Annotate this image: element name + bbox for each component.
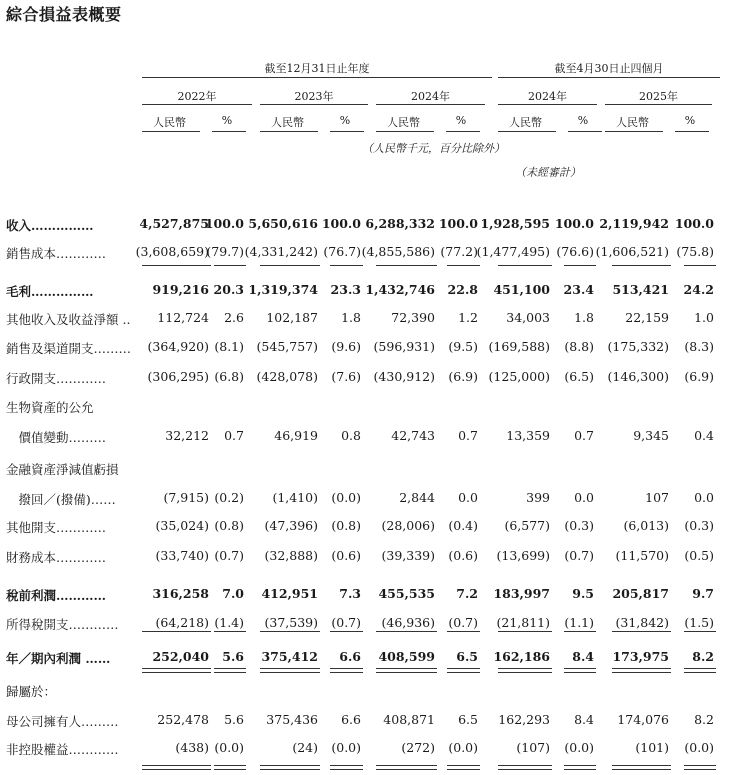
subtotal-rule — [612, 631, 671, 632]
amount-cell: (6,013) — [623, 518, 669, 533]
percent-cell: (0.6) — [331, 548, 361, 563]
percent-cell: 6.6 — [339, 649, 361, 664]
amount-cell: (37,539) — [264, 615, 318, 630]
subtotal-rule — [376, 265, 437, 266]
row-label: 所得稅開支………… — [6, 617, 119, 632]
amount-cell: (107) — [516, 740, 550, 755]
amount-cell: (4,331,242) — [244, 244, 318, 259]
percent-cell: (76.6) — [556, 244, 594, 259]
subtotal-rule — [498, 631, 552, 632]
percent-cell: 6.6 — [341, 712, 361, 727]
row-label: 銷售成本………… — [6, 246, 107, 261]
amount-cell: (47,396) — [264, 518, 318, 533]
amount-cell: (438) — [175, 740, 209, 755]
amount-cell: (11,570) — [615, 548, 669, 563]
amount-cell: 9,345 — [633, 428, 669, 443]
amount-cell: 252,040 — [152, 649, 209, 664]
amount-cell: 375,436 — [266, 712, 318, 727]
percent-cell: 7.0 — [222, 586, 244, 601]
percent-cell: 0.0 — [694, 490, 714, 505]
row-label: 非控股權益………… — [6, 742, 119, 757]
unit-rule-pct — [675, 131, 709, 132]
page-title: 綜合損益表概要 — [6, 5, 122, 24]
percent-cell: 1.8 — [341, 310, 361, 325]
percent-cell: 5.6 — [224, 712, 244, 727]
percent-cell: 100.0 — [204, 216, 244, 231]
subtotal-rule — [612, 265, 671, 266]
amount-cell: 2,119,942 — [599, 216, 669, 231]
percent-cell: (1.1) — [564, 615, 594, 630]
amount-cell: (28,006) — [381, 518, 435, 533]
amount-cell: 919,216 — [152, 282, 209, 297]
amount-cell: (175,332) — [607, 339, 669, 354]
unit-rule-rmb — [376, 131, 434, 132]
subtotal-rule — [564, 265, 596, 266]
amount-cell: 1,432,746 — [365, 282, 435, 297]
amount-cell: (64,218) — [155, 615, 209, 630]
amount-cell: 252,478 — [157, 712, 209, 727]
row-label: 收入…………… — [6, 218, 94, 233]
percent-cell: 0.7 — [574, 428, 594, 443]
percent-cell: 2.6 — [224, 310, 244, 325]
row-label: 銷售及渠道開支……… — [6, 341, 132, 356]
percent-cell: (8.1) — [214, 339, 244, 354]
percent-cell: 1.8 — [574, 310, 594, 325]
amount-cell: (7,915) — [163, 490, 209, 505]
year-header: 2024年 — [528, 90, 567, 103]
row-label: 撥回／(撥備)…… — [6, 492, 116, 507]
year-rule — [260, 104, 368, 105]
subtotal-rule — [260, 631, 320, 632]
percent-cell: (0.0) — [331, 490, 361, 505]
subtotal-rule — [447, 631, 480, 632]
amount-cell: 22,159 — [625, 310, 669, 325]
unit-rmb: 人民幣 — [509, 116, 542, 129]
amount-cell: 1,319,374 — [248, 282, 318, 297]
percent-cell: (8.3) — [684, 339, 714, 354]
amount-cell: (545,757) — [256, 339, 318, 354]
amount-cell: (21,811) — [496, 615, 550, 630]
percent-cell: (6.9) — [684, 369, 714, 384]
amount-cell: (1,606,521) — [595, 244, 669, 259]
percent-cell: (1.5) — [684, 615, 714, 630]
subtotal-rule — [214, 265, 246, 266]
percent-cell: 100.0 — [438, 216, 478, 231]
amount-cell: 5,650,616 — [248, 216, 318, 231]
total-double-rule — [498, 668, 552, 673]
row-label: 價值變動……… — [6, 430, 107, 445]
subtotal-rule — [260, 265, 320, 266]
amount-cell: 451,100 — [493, 282, 550, 297]
amount-cell: 72,390 — [391, 310, 435, 325]
percent-cell: (0.6) — [448, 548, 478, 563]
amount-cell: (169,588) — [488, 339, 550, 354]
amount-cell: 375,412 — [261, 649, 318, 664]
amount-cell: 205,817 — [612, 586, 669, 601]
year-rule — [142, 104, 252, 105]
units-note: （人民幣千元，百分比除外） — [362, 142, 505, 155]
unit-rule-rmb — [142, 131, 200, 132]
total-double-rule — [612, 765, 671, 770]
amount-cell: (146,300) — [607, 369, 669, 384]
amount-cell: 1,928,595 — [480, 216, 550, 231]
percent-cell: (0.0) — [331, 740, 361, 755]
percent-cell: 23.4 — [563, 282, 594, 297]
percent-cell: (0.0) — [564, 740, 594, 755]
percent-cell: 5.6 — [222, 649, 244, 664]
amount-cell: (1,477,495) — [476, 244, 550, 259]
amount-cell: (6,577) — [504, 518, 550, 533]
amount-cell: (3,608,659) — [135, 244, 209, 259]
unit-rule-rmb — [498, 131, 556, 132]
total-double-rule — [447, 765, 480, 770]
percent-cell: 8.4 — [574, 712, 594, 727]
row-label: 金融資產淨減值虧損 — [6, 462, 119, 477]
amount-cell: 4,527,875 — [139, 216, 209, 231]
unit-rule-rmb — [260, 131, 318, 132]
percent-cell: (0.7) — [564, 548, 594, 563]
unit-rmb: 人民幣 — [387, 116, 420, 129]
percent-cell: (6.9) — [448, 369, 478, 384]
amount-cell: (4,855,586) — [361, 244, 435, 259]
amount-cell: (33,740) — [155, 548, 209, 563]
percent-cell: (0.0) — [214, 740, 244, 755]
percent-cell: (0.7) — [331, 615, 361, 630]
unit-rmb: 人民幣 — [616, 116, 649, 129]
amount-cell: 174,076 — [617, 712, 669, 727]
subtotal-rule — [447, 265, 480, 266]
total-double-rule — [612, 668, 671, 673]
total-double-rule — [142, 668, 211, 673]
year-header: 2022年 — [177, 90, 217, 103]
amount-cell: (24) — [292, 740, 318, 755]
total-double-rule — [564, 765, 596, 770]
year-rule — [498, 104, 597, 105]
percent-cell: 100.0 — [321, 216, 361, 231]
amount-cell: (364,920) — [147, 339, 209, 354]
percent-cell: (0.3) — [564, 518, 594, 533]
total-double-rule — [214, 668, 246, 673]
percent-cell: (0.0) — [684, 740, 714, 755]
group-header-annual: 截至12月31日止年度 — [264, 62, 370, 75]
percent-cell: (8.8) — [564, 339, 594, 354]
subtotal-rule — [564, 631, 596, 632]
unit-rule-pct — [330, 131, 364, 132]
subtotal-rule — [330, 265, 363, 266]
amount-cell: (101) — [635, 740, 669, 755]
row-label: 母公司擁有人……… — [6, 714, 119, 729]
year-header: 2024年 — [411, 90, 450, 103]
amount-cell: 162,293 — [498, 712, 550, 727]
percent-cell: (76.7) — [323, 244, 361, 259]
amount-cell: (306,295) — [147, 369, 209, 384]
amount-cell: (272) — [401, 740, 435, 755]
percent-cell: (0.5) — [684, 548, 714, 563]
row-label: 其他開支………… — [6, 520, 107, 535]
unit-rmb: 人民幣 — [271, 116, 304, 129]
amount-cell: 162,186 — [493, 649, 550, 664]
unit-rmb: 人民幣 — [153, 116, 186, 129]
total-double-rule — [260, 668, 320, 673]
subtotal-rule — [684, 265, 716, 266]
percent-cell: (0.4) — [448, 518, 478, 533]
unit-pct: % — [339, 114, 351, 127]
percent-cell: 22.8 — [447, 282, 478, 297]
total-double-rule — [214, 765, 246, 770]
percent-cell: 9.5 — [572, 586, 594, 601]
percent-cell: 23.3 — [330, 282, 361, 297]
total-double-rule — [330, 765, 363, 770]
row-label: 稅前利潤………… — [6, 588, 107, 603]
subtotal-rule — [142, 631, 211, 632]
amount-cell: (35,024) — [155, 518, 209, 533]
subtotal-rule — [684, 631, 716, 632]
group-rule-annual — [142, 77, 492, 78]
unit-rule-rmb — [605, 131, 663, 132]
row-label: 年／期內利潤 …… — [6, 651, 111, 666]
amount-cell: 46,919 — [274, 428, 318, 443]
amount-cell: 13,359 — [506, 428, 550, 443]
percent-cell: 6.5 — [456, 649, 478, 664]
unit-pct: % — [577, 114, 589, 127]
amount-cell: 173,975 — [612, 649, 669, 664]
row-label: 生物資產的公允 — [6, 400, 94, 415]
amount-cell: (430,912) — [373, 369, 435, 384]
percent-cell: (7.6) — [331, 369, 361, 384]
unit-rule-pct — [568, 131, 602, 132]
unit-pct: % — [684, 114, 696, 127]
total-double-rule — [330, 668, 363, 673]
amount-cell: (39,339) — [381, 548, 435, 563]
amount-cell: 513,421 — [612, 282, 669, 297]
amount-cell: (125,000) — [488, 369, 550, 384]
percent-cell: 0.7 — [224, 428, 244, 443]
amount-cell: 408,871 — [383, 712, 435, 727]
total-double-rule — [376, 765, 437, 770]
amount-cell: 183,997 — [493, 586, 550, 601]
amount-cell: 455,535 — [378, 586, 435, 601]
amount-cell: 107 — [645, 490, 669, 505]
percent-cell: (6.8) — [214, 369, 244, 384]
percent-cell: 0.4 — [694, 428, 714, 443]
amount-cell: 408,599 — [378, 649, 435, 664]
subtotal-rule — [330, 631, 363, 632]
percent-cell: 24.2 — [683, 282, 714, 297]
total-double-rule — [142, 765, 211, 770]
year-rule — [605, 104, 712, 105]
percent-cell: (0.7) — [214, 548, 244, 563]
amount-cell: 32,212 — [165, 428, 209, 443]
percent-cell: 20.3 — [213, 282, 244, 297]
amount-cell: (32,888) — [264, 548, 318, 563]
percent-cell: (0.2) — [214, 490, 244, 505]
amount-cell: 412,951 — [261, 586, 318, 601]
amount-cell: 6,288,332 — [365, 216, 435, 231]
percent-cell: 1.0 — [694, 310, 714, 325]
row-label: 財務成本………… — [6, 550, 107, 565]
subtotal-rule — [498, 265, 552, 266]
subtotal-rule — [142, 265, 211, 266]
percent-cell: (79.7) — [206, 244, 244, 259]
percent-cell: 8.4 — [572, 649, 594, 664]
percent-cell: 6.5 — [458, 712, 478, 727]
year-rule — [376, 104, 485, 105]
percent-cell: (75.8) — [676, 244, 714, 259]
row-label: 其他收入及收益淨額 .. — [6, 312, 131, 327]
total-double-rule — [684, 765, 716, 770]
year-header: 2025年 — [639, 90, 678, 103]
unaudited-note: （未經審計） — [515, 166, 581, 179]
amount-cell: (428,078) — [256, 369, 318, 384]
percent-cell: 8.2 — [694, 712, 714, 727]
unit-pct: % — [221, 114, 233, 127]
amount-cell: 102,187 — [266, 310, 318, 325]
percent-cell: (6.5) — [564, 369, 594, 384]
amount-cell: 316,258 — [152, 586, 209, 601]
percent-cell: (0.8) — [331, 518, 361, 533]
total-double-rule — [376, 668, 437, 673]
amount-cell: 2,844 — [399, 490, 435, 505]
percent-cell: (0.8) — [214, 518, 244, 533]
percent-cell: 0.8 — [341, 428, 361, 443]
total-double-rule — [564, 668, 596, 673]
amount-cell: 42,743 — [391, 428, 435, 443]
unit-rule-pct — [446, 131, 480, 132]
amount-cell: 399 — [526, 490, 550, 505]
percent-cell: 100.0 — [554, 216, 594, 231]
amount-cell: (13,699) — [496, 548, 550, 563]
percent-cell: 1.2 — [458, 310, 478, 325]
subtotal-rule — [376, 631, 437, 632]
percent-cell: (9.6) — [331, 339, 361, 354]
percent-cell: (77.2) — [440, 244, 478, 259]
percent-cell: 9.7 — [692, 586, 714, 601]
total-double-rule — [498, 765, 552, 770]
total-double-rule — [260, 765, 320, 770]
row-label: 歸屬於： — [6, 684, 57, 699]
total-double-rule — [447, 668, 480, 673]
amount-cell: (596,931) — [373, 339, 435, 354]
total-double-rule — [684, 668, 716, 673]
percent-cell: (0.3) — [684, 518, 714, 533]
percent-cell: (0.7) — [448, 615, 478, 630]
amount-cell: 34,003 — [506, 310, 550, 325]
percent-cell: (9.5) — [448, 339, 478, 354]
row-label: 行政開支………… — [6, 371, 107, 386]
amount-cell: (31,842) — [615, 615, 669, 630]
amount-cell: (1,410) — [272, 490, 318, 505]
amount-cell: (46,936) — [381, 615, 435, 630]
row-label: 毛利…………… — [6, 284, 94, 299]
unit-pct: % — [455, 114, 467, 127]
unit-rule-pct — [212, 131, 246, 132]
percent-cell: 8.2 — [692, 649, 714, 664]
amount-cell: 112,724 — [157, 310, 209, 325]
year-header: 2023年 — [294, 90, 334, 103]
group-rule-interim — [498, 77, 720, 78]
percent-cell: (0.0) — [448, 740, 478, 755]
percent-cell: 7.3 — [339, 586, 361, 601]
percent-cell: 7.2 — [456, 586, 478, 601]
percent-cell: 0.7 — [458, 428, 478, 443]
subtotal-rule — [214, 631, 246, 632]
percent-cell: (1.4) — [214, 615, 244, 630]
percent-cell: 0.0 — [574, 490, 594, 505]
percent-cell: 100.0 — [674, 216, 714, 231]
percent-cell: 0.0 — [458, 490, 478, 505]
group-header-interim: 截至4月30日止四個月 — [554, 62, 664, 75]
